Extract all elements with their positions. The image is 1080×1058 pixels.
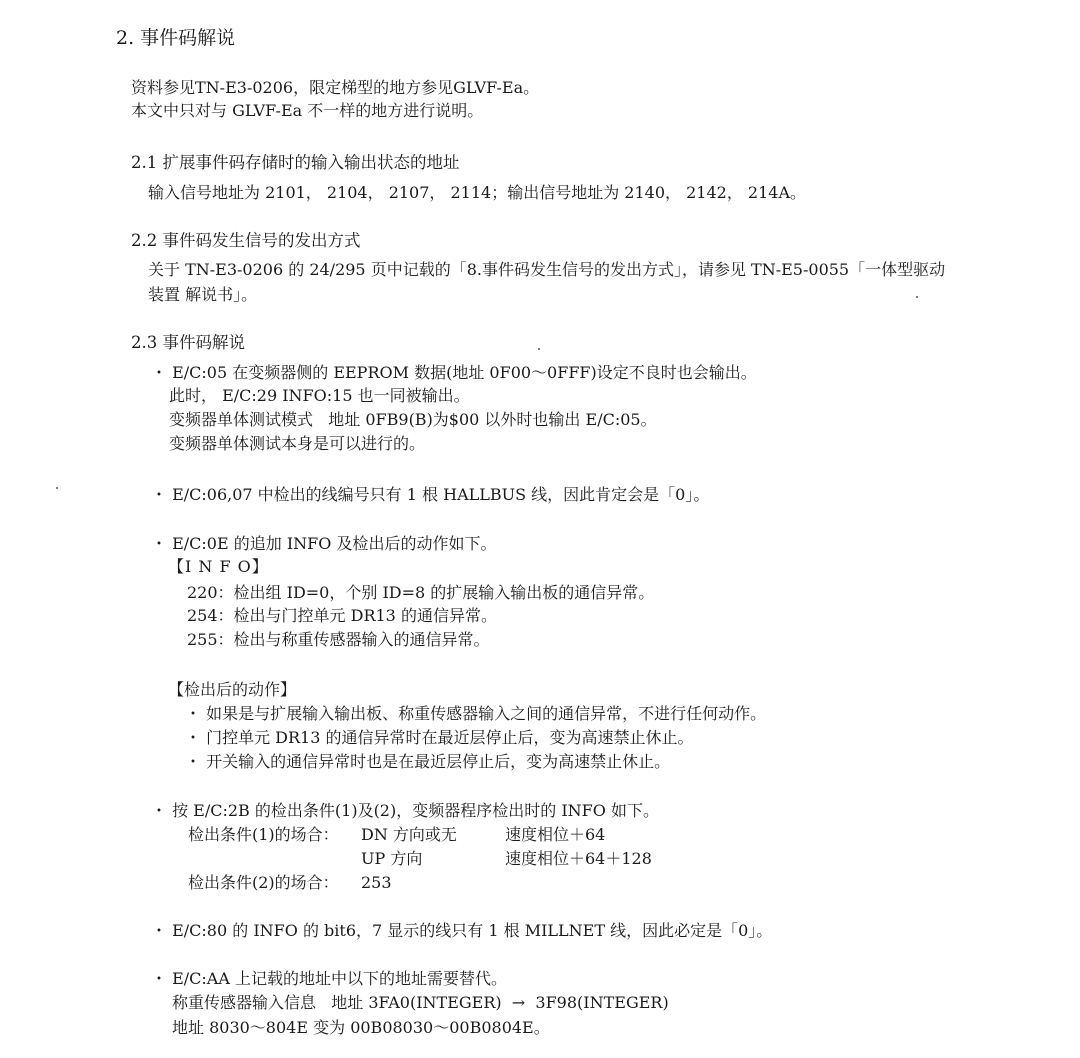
cond1-dn-value: 速度相位＋64 bbox=[505, 825, 606, 844]
scan-speck bbox=[56, 487, 58, 489]
scan-speck bbox=[538, 348, 540, 350]
ecaa-line-2: 称重传感器输入信息 地址 3FA0(INTEGER) → 3F98(INTEGER) bbox=[172, 993, 669, 1012]
section-heading: 2. 事件码解说 bbox=[116, 27, 236, 49]
action-header: 【检出后的动作】 bbox=[168, 680, 297, 699]
subsection-2-3-title: 2.3 事件码解说 bbox=[131, 333, 245, 352]
subsection-2-2-body-2: 装置 解说书」。 bbox=[148, 285, 258, 304]
ecaa-bullet: ・ E/C:AA 上记载的地址中以下的地址需要替代。 bbox=[151, 969, 507, 988]
ecaa-line-3: 地址 8030～804E 变为 00B08030～00B0804E。 bbox=[172, 1018, 550, 1037]
intro-line-1: 资料参见TN-E3-0206，限定梯型的地方参见GLVF-Ea。 bbox=[131, 78, 540, 97]
ec05-bullet-line-4: 变频器单体测试本身是可以进行的。 bbox=[169, 434, 426, 453]
subsection-2-1-body: 输入信号地址为 2101， 2104， 2107， 2114；输出信号地址为 2140， 2142， 214A。 bbox=[148, 183, 807, 202]
action-item-3: ・ 开关输入的通信异常时也是在最近层停止后，变为高速禁止休止。 bbox=[185, 752, 671, 771]
ec0607-bullet: ・ E/C:06,07 中检出的线编号只有 1 根 HALLBUS 线，因此肯定会是「0」。 bbox=[151, 485, 710, 504]
cond1-up-value: 速度相位＋64＋128 bbox=[505, 849, 652, 868]
subsection-2-2-body-1: 关于 TN-E3-0206 的 24/295 页中记载的「8.事件码发生信号的发出方式」，请参见 TN-E5-0055「一体型驱动 bbox=[148, 260, 946, 279]
cond1-up-direction: UP 方向 bbox=[361, 849, 423, 868]
info-item-220: 220：检出组 ID=0，个别 ID=8 的扩展输入输出板的通信异常。 bbox=[187, 583, 655, 602]
intro-line-2: 本文中只对与 GLVF-Ea 不一样的地方进行说明。 bbox=[131, 101, 484, 120]
action-item-1: ・ 如果是与扩展输入输出板、称重传感器输入之间的通信异常，不进行任何动作。 bbox=[185, 704, 767, 723]
cond2-label: 检出条件(2)的场合： bbox=[188, 873, 339, 892]
cond1-label: 检出条件(1)的场合： bbox=[188, 825, 339, 844]
cond1-dn-direction: DN 方向或无 bbox=[361, 825, 457, 844]
action-item-2: ・ 门控单元 DR13 的通信异常时在最近层停止后，变为高速禁止休止。 bbox=[185, 728, 694, 747]
subsection-2-2-title: 2.2 事件码发生信号的发出方式 bbox=[131, 231, 361, 250]
info-header: 【I N F O】 bbox=[168, 557, 269, 576]
ec0e-bullet: ・ E/C:0E 的追加 INFO 及检出后的动作如下。 bbox=[151, 534, 497, 553]
ec2b-bullet: ・ 按 E/C:2B 的检出条件(1)及(2)，变频器程序检出时的 INFO 如下。 bbox=[151, 801, 659, 820]
ec80-bullet: ・ E/C:80 的 INFO 的 bit6，7 显示的线只有 1 根 MILLNET 线，因此必定是「0」。 bbox=[151, 921, 773, 940]
ec05-bullet-line-1: ・ E/C:05 在变频器侧的 EEPROM 数据(地址 0F00～0FFF)设定不良时也会输出。 bbox=[151, 363, 757, 382]
cond2-value: 253 bbox=[361, 873, 392, 892]
ec05-bullet-line-2: 此时， E/C:29 INFO:15 也一同被输出。 bbox=[169, 386, 470, 405]
ec05-bullet-line-3: 变频器单体测试模式 地址 0FB9(B)为$00 以外时也输出 E/C:05。 bbox=[169, 410, 657, 429]
info-item-255: 255：检出与称重传感器输入的通信异常。 bbox=[187, 630, 490, 649]
info-item-254: 254：检出与门控单元 DR13 的通信异常。 bbox=[187, 606, 497, 625]
subsection-2-1-title: 2.1 扩展事件码存储时的输入输出状态的地址 bbox=[131, 153, 460, 172]
scan-speck bbox=[916, 296, 918, 298]
